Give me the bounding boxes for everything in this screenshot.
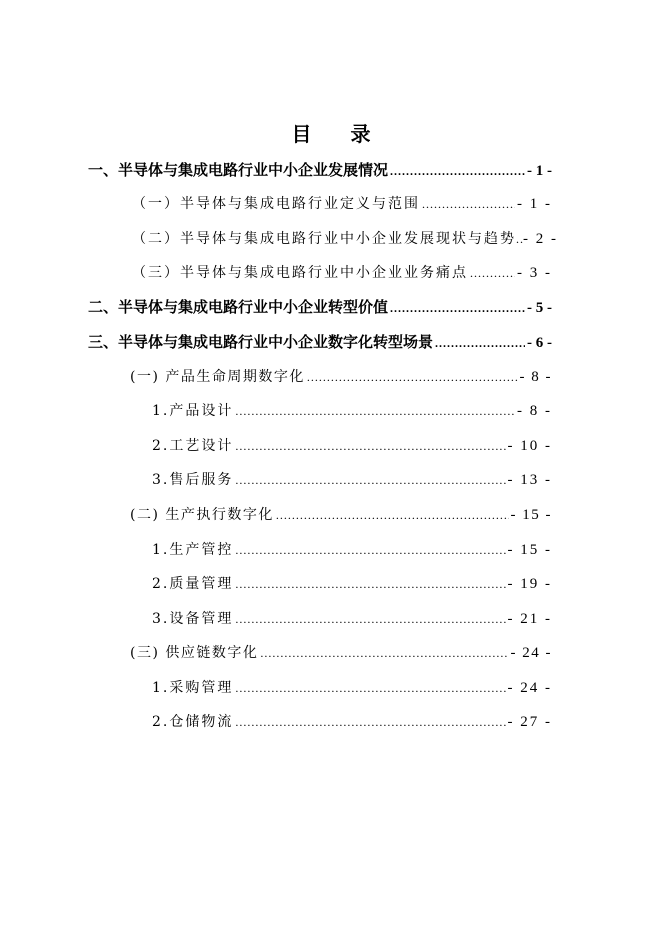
toc-entry-label: 2.仓储物流 [152, 714, 234, 730]
toc-entry-page: - 21 - [507, 611, 552, 627]
toc-entry-page: - 2 - [523, 231, 558, 247]
dot-leader [235, 570, 505, 598]
toc-entry-page: - 24 - [510, 645, 552, 661]
toc-entry-section-1[interactable] [88, 156, 552, 184]
toc-entry-page: - 27 - [507, 714, 552, 730]
dot-leader [235, 432, 505, 460]
toc-entry-process-design[interactable] [152, 432, 552, 460]
toc-entry-procurement[interactable] [152, 674, 552, 702]
dot-leader [435, 329, 525, 357]
toc-entry-section-1-3[interactable] [132, 259, 552, 287]
toc-entry-section-2[interactable] [88, 293, 552, 321]
toc-entry-label: 3.设备管理 [152, 611, 234, 627]
toc-entry-section-3-2[interactable] [130, 501, 552, 529]
toc-entry-page: - 5 - [527, 300, 552, 316]
toc-entry-equipment-management[interactable] [152, 605, 552, 633]
toc-entry-page: - 6 - [527, 335, 552, 351]
toc-entry-product-design[interactable] [152, 397, 552, 425]
toc-entry-page: - 15 - [510, 507, 552, 523]
dot-leader [390, 157, 525, 185]
toc-entry-label: 2.工艺设计 [152, 438, 234, 454]
toc-entry-page: - 1 - [517, 196, 552, 212]
toc-entry-page: - 15 - [507, 542, 552, 558]
dot-leader [516, 225, 523, 253]
toc-entry-label: 二、半导体与集成电路行业中小企业转型价值 [88, 298, 389, 316]
toc-entry-quality-management[interactable] [152, 570, 552, 598]
toc-entry-label: 3.售后服务 [152, 472, 234, 488]
dot-leader [235, 605, 505, 633]
toc-entry-page: - 10 - [507, 438, 552, 454]
page-title: 目 录 [291, 122, 387, 146]
toc-entry-label: 1.采购管理 [152, 680, 234, 696]
toc-entry-label: 1.生产管控 [152, 542, 234, 558]
toc-entry-label: (三) 供应链数字化 [130, 645, 259, 661]
toc-entry-label: 1.产品设计 [152, 403, 234, 419]
toc-entry-section-1-2[interactable] [132, 225, 558, 253]
toc-entry-production-control[interactable] [152, 536, 552, 564]
dot-leader [235, 466, 505, 494]
dot-leader [260, 639, 508, 667]
toc-entry-label: (二) 生产执行数字化 [130, 507, 274, 523]
toc-entry-page: - 19 - [507, 576, 552, 592]
dot-leader [307, 363, 518, 391]
dot-leader [422, 190, 515, 218]
dot-leader [235, 674, 505, 702]
toc-entry-label: 2.质量管理 [152, 576, 234, 592]
toc-entry-warehouse-logistics[interactable] [152, 708, 552, 736]
toc-entry-page: - 13 - [507, 472, 552, 488]
toc-entry-section-3[interactable] [88, 328, 552, 356]
toc-entry-page: - 1 - [527, 163, 552, 179]
dot-leader [470, 259, 515, 287]
toc-entry-page: - 24 - [507, 680, 552, 696]
toc-entry-section-3-1[interactable] [130, 363, 552, 391]
toc-entry-label: （二）半导体与集成电路行业中小企业发展现状与趋势 [132, 231, 516, 247]
toc-entry-page: - 8 - [519, 369, 552, 385]
dot-leader [235, 397, 515, 425]
toc-entry-label: 三、半导体与集成电路行业中小企业数字化转型场景 [88, 333, 434, 351]
toc-entry-label: （三）半导体与集成电路行业中小企业业务痛点 [132, 265, 468, 281]
toc-entry-label: (一) 产品生命周期数字化 [130, 369, 305, 385]
dot-leader [390, 294, 525, 322]
toc-entry-label: 一、半导体与集成电路行业中小企业发展情况 [88, 161, 389, 179]
toc-entry-label: （一）半导体与集成电路行业定义与范围 [132, 196, 420, 212]
toc-entry-page: - 8 - [517, 403, 552, 419]
dot-leader [235, 536, 505, 564]
toc-entry-section-3-3[interactable] [130, 639, 552, 667]
dot-leader [235, 708, 505, 736]
toc-entry-section-1-1[interactable] [132, 190, 552, 218]
toc-entry-page: - 3 - [517, 265, 552, 281]
toc-entry-after-sales[interactable] [152, 466, 552, 494]
dot-leader [276, 501, 509, 529]
